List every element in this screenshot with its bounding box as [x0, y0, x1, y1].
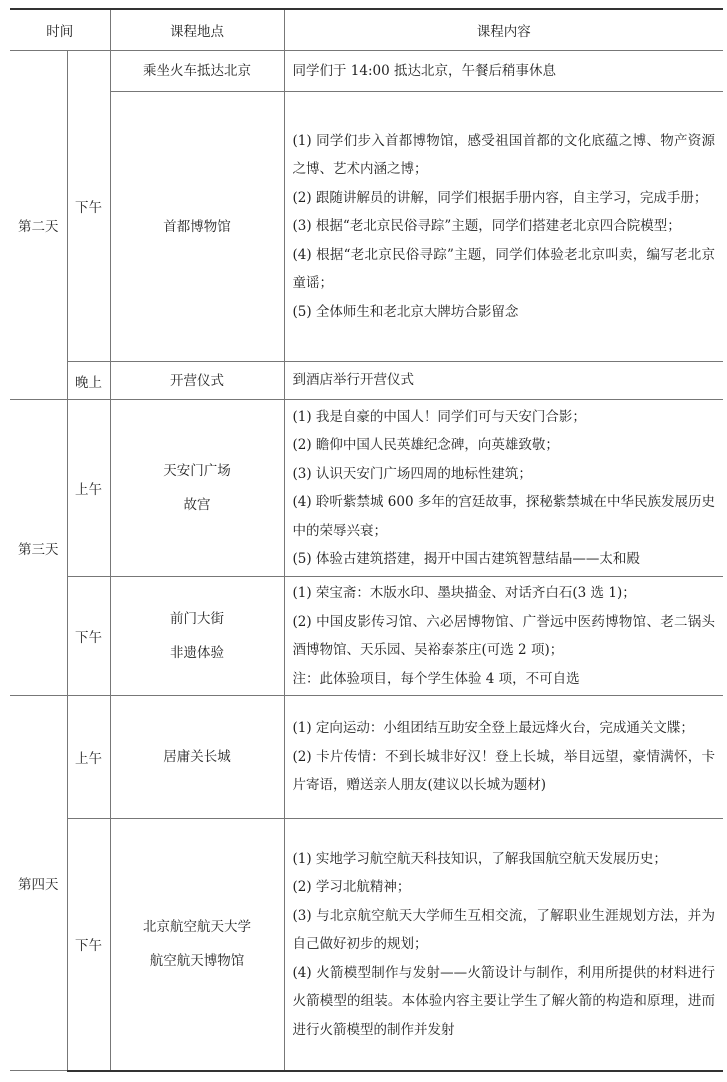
- content-cell: [284, 92, 723, 362]
- header-row: [10, 9, 723, 51]
- location-cell: [110, 362, 284, 400]
- period-cell: 下午: [67, 819, 110, 1071]
- table-row: [10, 51, 723, 92]
- location-line: 开营仪式: [170, 372, 224, 389]
- content-cell: [284, 51, 723, 92]
- period-cell: 下午: [67, 51, 110, 362]
- location-line: 故宫: [183, 497, 211, 513]
- location-line: 前门大街: [170, 611, 224, 627]
- table-row: [10, 819, 723, 1071]
- location-header: 课程地点: [110, 9, 284, 51]
- content-header: 课程内容: [284, 9, 723, 51]
- content-line: (2) 跟随讲解员的讲解，同学们根据手册内容，自主学习，完成手册；: [292, 189, 708, 206]
- content-line: (1) 定向运动：小组团结互助安全登上最远烽火台，完成通关文牒；: [292, 720, 694, 737]
- content-line: (1) 同学们步入首都博物馆，感受祖国首都的文化底蕴之博、物产资源之博、艺术内涵之博；: [292, 132, 715, 178]
- location-cell: [110, 819, 284, 1071]
- time-header: 时间: [10, 9, 110, 51]
- content-line: (2) 瞻仰中国人民英雄纪念碑，向英雄致敬；: [292, 437, 559, 453]
- table-row: [10, 696, 723, 819]
- content-line: (5) 全体师生和老北京大牌坊合影留念: [292, 303, 519, 320]
- content-line: (1) 荣宝斋：木版水印、墨块描金、对话齐白石(3 选 1)；: [292, 585, 636, 601]
- content-line: 注：此体验项目，每个学生体验 4 项，不可自选: [292, 670, 580, 687]
- content-line: 同学们于 14:00 抵达北京，午餐后稍事休息: [292, 62, 556, 79]
- location-line: 天安门广场: [163, 463, 231, 479]
- content-line: (4) 根据“老北京民俗寻踪”主题，同学们体验老北京叫卖，编写老北京童谣；: [292, 246, 715, 292]
- content-line: 到酒店举行开营仪式: [292, 372, 414, 389]
- content-cell: [284, 400, 723, 577]
- content-line: (4) 聆听紫禁城 600 多年的宫廷故事，探秘紫禁城在中华民族发展历史中的荣辱兴衰；: [292, 494, 715, 539]
- content-cell: [284, 362, 723, 400]
- location-cell: [110, 577, 284, 696]
- table-row: [10, 400, 723, 577]
- content-line: (2) 学习北航精神；: [292, 879, 411, 895]
- content-cell: [284, 696, 723, 819]
- schedule-table: [10, 8, 723, 1072]
- content-line: (3) 根据“老北京民俗寻踪”主题，同学们搭建老北京四合院模型；: [292, 218, 681, 235]
- content-line: (1) 实地学习航空航天科技知识，了解我国航空航天发展历史；: [292, 850, 667, 867]
- location-line: 乘坐火车抵达北京: [143, 63, 251, 79]
- content-cell: [284, 577, 723, 696]
- table-row: [10, 92, 723, 362]
- location-line: 居庸关长城: [163, 749, 231, 765]
- content-line: (2) 中国皮影传习馆、六必居博物馆、广誉远中医药博物馆、老二锅头酒博物馆、天乐园、吴裕泰茶庄(可选 2 项)；: [292, 613, 715, 658]
- period-cell: 上午: [67, 696, 110, 819]
- location-line: 非遗体验: [170, 645, 224, 661]
- content-line: (3) 认识天安门广场四周的地标性建筑；: [292, 465, 532, 482]
- location-cell: [110, 400, 284, 577]
- content-line: (4) 火箭模型制作与发射——火箭设计与制作，利用所提供的材料进行火箭模型的组装。本体验内容主要让学生了解火箭的构造和原理，进而进行火箭模型的制作并发射: [292, 964, 715, 1038]
- content-line: (2) 卡片传情：不到长城非好汉！登上长城，举目远望，豪情满怀，卡片寄语，赠送亲人朋友(建议以长城为题材): [292, 748, 715, 794]
- day-cell: 第二天: [10, 51, 67, 400]
- table-row: [10, 577, 723, 696]
- table-row: [10, 362, 723, 400]
- content-line: (3) 与北京航空航天大学师生互相交流，了解职业生涯规划方法，并为自己做好初步的规划；: [292, 907, 715, 952]
- period-cell: 下午: [67, 577, 110, 696]
- location-line: 首都博物馆: [163, 218, 231, 235]
- location-cell: [110, 92, 284, 362]
- content-line: (1) 我是自豪的中国人！同学们可与天安门合影；: [292, 408, 586, 425]
- location-line: 航空航天博物馆: [149, 953, 245, 970]
- period-cell: 晚上: [67, 362, 110, 400]
- content-line: (5) 体验古建筑搭建，揭开中国古建筑智慧结晶——太和殿: [292, 551, 640, 567]
- day-cell: 第四天: [10, 696, 67, 1071]
- period-cell: 上午: [67, 400, 110, 577]
- content-cell: [284, 819, 723, 1071]
- location-line: 北京航空航天大学: [143, 919, 251, 936]
- day-cell: 第三天: [10, 400, 67, 696]
- location-cell: [110, 51, 284, 92]
- location-cell: [110, 696, 284, 819]
